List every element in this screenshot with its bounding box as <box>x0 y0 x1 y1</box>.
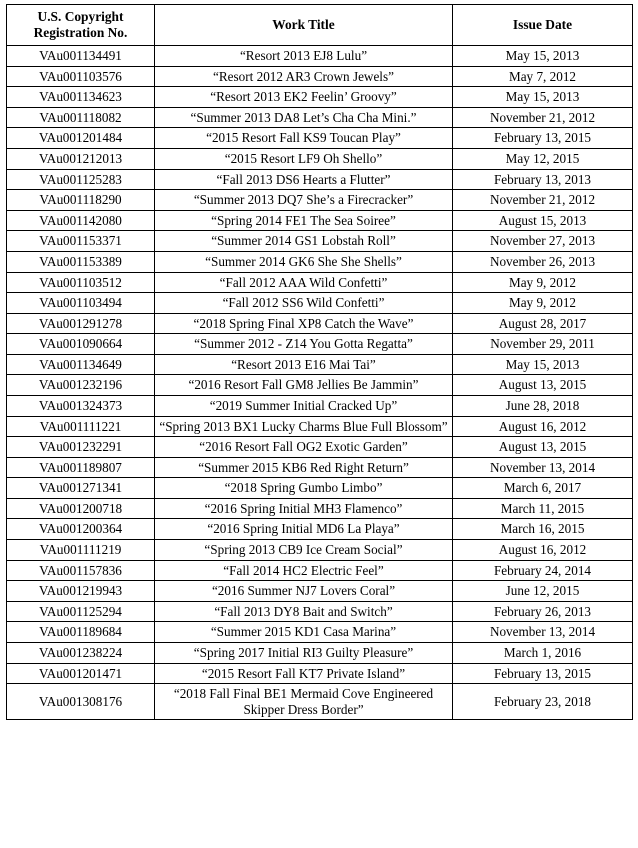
table-row <box>7 498 633 519</box>
cell-registration-no: VAu001111221 <box>7 416 155 437</box>
cell-registration-no: VAu001201471 <box>7 663 155 684</box>
cell-work-title: “2016 Spring Initial MH3 Flamenco” <box>155 498 453 519</box>
table-row <box>7 231 633 252</box>
cell-work-title: “Resort 2013 E16 Mai Tai” <box>155 354 453 375</box>
cell-work-title: “Spring 2013 CB9 Ice Cream Social” <box>155 540 453 561</box>
cell-issue-date: August 13, 2015 <box>453 375 633 396</box>
cell-registration-no: VAu001201484 <box>7 128 155 149</box>
cell-issue-date: June 28, 2018 <box>453 395 633 416</box>
cell-registration-no: VAu001153389 <box>7 251 155 272</box>
table-row <box>7 375 633 396</box>
table-row <box>7 642 633 663</box>
table-row <box>7 684 633 720</box>
cell-registration-no: VAu001271341 <box>7 478 155 499</box>
table-row <box>7 354 633 375</box>
cell-registration-no: VAu001090664 <box>7 334 155 355</box>
cell-work-title: “Spring 2014 FE1 The Sea Soiree” <box>155 210 453 231</box>
cell-work-title: “Spring 2017 Initial RI3 Guilty Pleasure” <box>155 642 453 663</box>
column-header-issue-date: Issue Date <box>453 5 633 46</box>
table-row <box>7 272 633 293</box>
cell-registration-no: VAu001212013 <box>7 149 155 170</box>
cell-registration-no: VAu001134623 <box>7 87 155 108</box>
cell-issue-date: August 15, 2013 <box>453 210 633 231</box>
table-header-row <box>7 5 633 46</box>
cell-issue-date: March 1, 2016 <box>453 642 633 663</box>
table-row <box>7 210 633 231</box>
cell-registration-no: VAu001291278 <box>7 313 155 334</box>
table-row <box>7 478 633 499</box>
cell-issue-date: March 11, 2015 <box>453 498 633 519</box>
table-row <box>7 66 633 87</box>
table-row <box>7 169 633 190</box>
cell-work-title: “Summer 2014 GK6 She She Shells” <box>155 251 453 272</box>
cell-registration-no: VAu001200364 <box>7 519 155 540</box>
cell-registration-no: VAu001238224 <box>7 642 155 663</box>
cell-work-title: “Summer 2012 - Z14 You Gotta Regatta” <box>155 334 453 355</box>
cell-work-title: “2018 Fall Final BE1 Mermaid Cove Engineered Skipper Dress Border” <box>155 684 453 720</box>
cell-work-title: “Fall 2013 DY8 Bait and Switch” <box>155 601 453 622</box>
cell-issue-date: February 13, 2015 <box>453 128 633 149</box>
cell-registration-no: VAu001125283 <box>7 169 155 190</box>
table-row <box>7 663 633 684</box>
cell-work-title: “2018 Spring Gumbo Limbo” <box>155 478 453 499</box>
cell-issue-date: November 21, 2012 <box>453 190 633 211</box>
cell-issue-date: February 13, 2015 <box>453 663 633 684</box>
cell-registration-no: VAu001125294 <box>7 601 155 622</box>
cell-issue-date: November 21, 2012 <box>453 107 633 128</box>
cell-issue-date: February 24, 2014 <box>453 560 633 581</box>
cell-registration-no: VAu001157836 <box>7 560 155 581</box>
cell-registration-no: VAu001308176 <box>7 684 155 720</box>
copyright-registration-table <box>6 4 633 720</box>
cell-registration-no: VAu001103512 <box>7 272 155 293</box>
table-body <box>7 46 633 720</box>
cell-registration-no: VAu001153371 <box>7 231 155 252</box>
cell-registration-no: VAu001111219 <box>7 540 155 561</box>
cell-issue-date: August 28, 2017 <box>453 313 633 334</box>
cell-issue-date: May 15, 2013 <box>453 87 633 108</box>
column-header-work-title: Work Title <box>155 5 453 46</box>
table-row <box>7 601 633 622</box>
cell-issue-date: November 27, 2013 <box>453 231 633 252</box>
cell-work-title: “Summer 2015 KB6 Red Right Return” <box>155 457 453 478</box>
table-row <box>7 293 633 314</box>
cell-issue-date: November 13, 2014 <box>453 457 633 478</box>
cell-issue-date: February 23, 2018 <box>453 684 633 720</box>
cell-issue-date: May 12, 2015 <box>453 149 633 170</box>
table-row <box>7 560 633 581</box>
cell-work-title: “Summer 2015 KD1 Casa Marina” <box>155 622 453 643</box>
cell-registration-no: VAu001189807 <box>7 457 155 478</box>
cell-work-title: “2016 Summer NJ7 Lovers Coral” <box>155 581 453 602</box>
cell-registration-no: VAu001232291 <box>7 437 155 458</box>
cell-work-title: “2018 Spring Final XP8 Catch the Wave” <box>155 313 453 334</box>
cell-work-title: “Resort 2013 EJ8 Lulu” <box>155 46 453 67</box>
cell-registration-no: VAu001232196 <box>7 375 155 396</box>
table-row <box>7 416 633 437</box>
cell-work-title: “2015 Resort LF9 Oh Shello” <box>155 149 453 170</box>
table-row <box>7 190 633 211</box>
table-row <box>7 395 633 416</box>
cell-issue-date: June 12, 2015 <box>453 581 633 602</box>
cell-registration-no: VAu001118082 <box>7 107 155 128</box>
cell-registration-no: VAu001324373 <box>7 395 155 416</box>
column-header-registration-no: U.S. Copyright Registration No. <box>7 5 155 46</box>
cell-issue-date: March 16, 2015 <box>453 519 633 540</box>
cell-issue-date: May 15, 2013 <box>453 46 633 67</box>
cell-issue-date: May 15, 2013 <box>453 354 633 375</box>
cell-work-title: “Summer 2013 DQ7 She’s a Firecracker” <box>155 190 453 211</box>
cell-issue-date: August 16, 2012 <box>453 416 633 437</box>
cell-registration-no: VAu001189684 <box>7 622 155 643</box>
cell-work-title: “2019 Summer Initial Cracked Up” <box>155 395 453 416</box>
cell-issue-date: March 6, 2017 <box>453 478 633 499</box>
table-row <box>7 128 633 149</box>
cell-issue-date: May 7, 2012 <box>453 66 633 87</box>
cell-issue-date: August 16, 2012 <box>453 540 633 561</box>
table-row <box>7 46 633 67</box>
table-row <box>7 622 633 643</box>
table-row <box>7 519 633 540</box>
table-row <box>7 149 633 170</box>
table-row <box>7 437 633 458</box>
cell-issue-date: February 26, 2013 <box>453 601 633 622</box>
cell-issue-date: May 9, 2012 <box>453 272 633 293</box>
table-row <box>7 107 633 128</box>
cell-work-title: “2016 Resort Fall OG2 Exotic Garden” <box>155 437 453 458</box>
cell-work-title: “2015 Resort Fall KS9 Toucan Play” <box>155 128 453 149</box>
cell-issue-date: May 9, 2012 <box>453 293 633 314</box>
cell-registration-no: VAu001134649 <box>7 354 155 375</box>
table-row <box>7 540 633 561</box>
table-header <box>7 5 633 46</box>
cell-work-title: “Fall 2012 AAA Wild Confetti” <box>155 272 453 293</box>
cell-work-title: “Spring 2013 BX1 Lucky Charms Blue Full Blossom” <box>155 416 453 437</box>
cell-work-title: “2016 Spring Initial MD6 La Playa” <box>155 519 453 540</box>
table-row <box>7 251 633 272</box>
cell-work-title: “Resort 2012 AR3 Crown Jewels” <box>155 66 453 87</box>
cell-registration-no: VAu001200718 <box>7 498 155 519</box>
cell-work-title: “2015 Resort Fall KT7 Private Island” <box>155 663 453 684</box>
cell-issue-date: November 29, 2011 <box>453 334 633 355</box>
table-row <box>7 581 633 602</box>
cell-work-title: “Fall 2014 HC2 Electric Feel” <box>155 560 453 581</box>
cell-issue-date: August 13, 2015 <box>453 437 633 458</box>
table-row <box>7 334 633 355</box>
cell-work-title: “2016 Resort Fall GM8 Jellies Be Jammin” <box>155 375 453 396</box>
table-row <box>7 313 633 334</box>
cell-issue-date: February 13, 2013 <box>453 169 633 190</box>
cell-registration-no: VAu001142080 <box>7 210 155 231</box>
table-row <box>7 87 633 108</box>
cell-work-title: “Summer 2013 DA8 Let’s Cha Cha Mini.” <box>155 107 453 128</box>
cell-work-title: “Fall 2013 DS6 Hearts a Flutter” <box>155 169 453 190</box>
cell-issue-date: November 13, 2014 <box>453 622 633 643</box>
cell-registration-no: VAu001219943 <box>7 581 155 602</box>
cell-work-title: “Summer 2014 GS1 Lobstah Roll” <box>155 231 453 252</box>
cell-work-title: “Resort 2013 EK2 Feelin’ Groovy” <box>155 87 453 108</box>
cell-registration-no: VAu001103494 <box>7 293 155 314</box>
cell-registration-no: VAu001134491 <box>7 46 155 67</box>
cell-registration-no: VAu001103576 <box>7 66 155 87</box>
cell-issue-date: November 26, 2013 <box>453 251 633 272</box>
cell-work-title: “Fall 2012 SS6 Wild Confetti” <box>155 293 453 314</box>
table-row <box>7 457 633 478</box>
cell-registration-no: VAu001118290 <box>7 190 155 211</box>
